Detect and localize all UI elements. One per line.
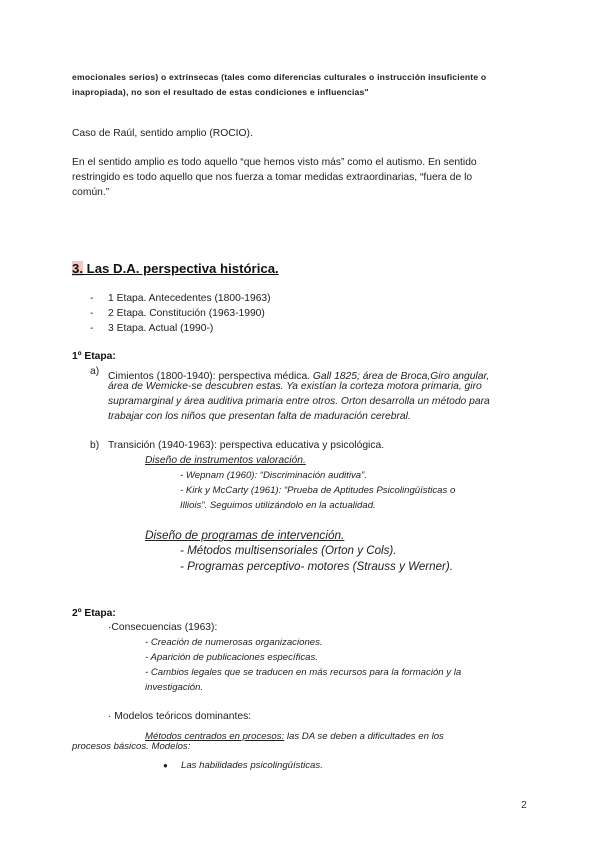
etapa1-b-marker: b) (90, 440, 100, 451)
caso-text: Caso de Raúl, sentido amplio (ROCIO). (72, 128, 253, 139)
etapa1-b-text: Transición (1940-1963): perspectiva educativa y psicológica. (108, 440, 385, 451)
metodos-item: - Métodos multisensoriales (Orton y Cols). (180, 544, 397, 557)
etapa1-a-line-3: supramarginal y área auditiva primaria entre otros. Orton desarrolla un método para (108, 396, 490, 407)
etapa-list-item: - 1 Etapa. Antecedentes (1800-1963) (90, 293, 271, 304)
etapa1-a-line-1: Cimientos (1800-1940): perspectiva médica. Gall 1825; área de Broca,Giro angular, (108, 371, 490, 382)
bullet-icon: ● (163, 761, 168, 770)
etapa1-a-line-2: área de Wemicke-se descubren estas. Ya existían la corteza motora primaria, giro (108, 381, 482, 392)
etapa1-heading: 1º Etapa: (72, 351, 116, 362)
sentido-line-3: común.” (72, 187, 110, 198)
kirk-item-line-1: - Kirk y McCarty (1961): “Prueba de Aptitudes Psicolingüísticas o (180, 485, 456, 496)
consecuencia-item: - Aparición de publicaciones específicas. (145, 652, 318, 663)
etapa2-heading: 2º Etapa: (72, 608, 116, 619)
intro-line-2: inapropiada), no son el resultado de estas condiciones e influencias" (72, 87, 369, 97)
consecuencia-item: - Cambios legales que se traducen en más recursos para la formación y la (145, 667, 462, 678)
etapa-list-item: - 2 Etapa. Constitución (1963-1990) (90, 308, 265, 319)
page-number: 2 (521, 799, 527, 811)
etapa-list-item: - 3 Etapa. Actual (1990-) (90, 323, 214, 334)
section-heading (72, 261, 279, 276)
consecuencia-item: investigación. (145, 682, 204, 693)
etapa1-a-line-4: trabajar con los niños que presentan falta de maduración cerebral. (108, 411, 411, 422)
metodos-procesos-line: Métodos centrados en procesos: las DA se deben a dificultades en los (145, 731, 444, 742)
section-number: 3. (72, 261, 83, 276)
diseno-instrumentos: Diseño de instrumentos valoración. (145, 455, 306, 466)
procesos-line: procesos básicos. Modelos: (72, 741, 191, 752)
consecuencias-text: ·Consecuencias (1963): (108, 622, 218, 633)
modelos-text: · Modelos teóricos dominantes: (108, 711, 252, 722)
kirk-item-line-2: Illiois”. Seguimos utilizándolo en la actualidad. (180, 500, 376, 511)
section-title: Las D.A. perspectiva histórica. (83, 261, 279, 276)
wepnam-item: - Wepnam (1960): “Discriminación auditiva”. (180, 470, 367, 481)
consecuencia-item: - Creación de numerosas organizaciones. (145, 637, 323, 648)
sentido-line-1: En el sentido amplio es todo aquello “que hemos visto más” como el autismo. En sentido (72, 157, 477, 168)
habilidades-item: ● Las habilidades psicolingüísticas. (163, 760, 323, 771)
etapa1-a-marker: a) (90, 366, 100, 377)
sentido-line-2: restringido es todo aquello que nos fuerza a tomar medidas extraordinarias, “fuera de lo (72, 172, 473, 183)
diseno-programas: Diseño de programas de intervención. (145, 528, 345, 542)
intro-line-1: emocionales serios) o extrínsecas (tales como diferencias culturales o instrucción insuficiente o (72, 72, 487, 82)
programas-item: - Programas perceptivo- motores (Strauss y Werner). (180, 560, 453, 573)
